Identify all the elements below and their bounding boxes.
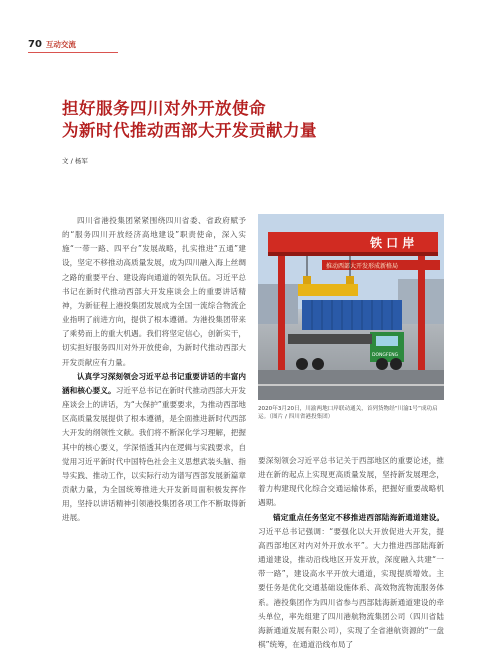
article-title [62, 98, 442, 142]
section-2-paragraph [258, 511, 444, 652]
header-rule [28, 52, 118, 53]
truck-brand-text: DONGFENG [372, 353, 399, 358]
section-1-paragraph [62, 370, 246, 526]
photo-caption: 2020年3月20日，川渝两地口岸联动通关，首列货物经“川渝1号”成功启运。（图片 / 四川省港投集团） [258, 406, 438, 421]
author-byline: 文 / 杨军 [62, 157, 88, 165]
port-crane-photo [258, 214, 444, 400]
section-label: 互动交流 [45, 39, 76, 49]
photo-illustration [258, 214, 444, 400]
intro-paragraph: 四川省港投集团紧紧围绕四川省委、省政府赋予的“服务四川开放经济高地建设”职责使命，深入实施“一带一路、四平台”发展战略，扎实推进“五通”建设，坚定不移推动高质量发展，成为四川融入海上丝绸之路的重要平台、建设海向通道的领先队伍。习近平总书记在新时代推动西部大开发座谈会上的重要讲话精神，为新征程上港投集团发展成为全国一流综合物流企业指明了前进方向，提供了根本遵循。为港投集团带来了乘势而上的重大机遇。我们将坚定信心，创新实干，切实担好服务四川对外开放使命，为新时代推动西部大开发贡献应有力量。 [62, 216, 246, 367]
section-2-body: 习近平总书记强调：“要强化以大开放促进大开发，提高西部地区对内对外开放水平”。大力推进西部陆海新通道建设，推动沿线地区开发开放，深度融入共建“一带一路”，建设高水平开放大通道，实现提质增效。主要任务是优化交通基础设施体系、高效物流物流服务体系。港投集团作为四川省参与西部陆海新通道建设的牵头单位，率先组建了四川港航物流集团公司（四川省陆海新通道发展有限公司），实现了全省港航资源的“一盘棋”统筹，在通道沿线布局了 [258, 526, 444, 650]
left-column [62, 214, 246, 525]
page-number: 70 [28, 38, 42, 50]
crane-slogan-text: 推动西部大开发形成新格局 [326, 263, 399, 270]
continuation-paragraph: 要深刻领会习近平总书记关于西部地区的重要论述，推进在新的起点上实现更高质量发展，坚持新发展理念，着力构建现代化综合交通运输体系，把握好重要战略机遇期。 [258, 456, 444, 508]
right-column [258, 454, 444, 652]
page-header [28, 38, 76, 50]
crane-banner-text: 铁 口 岸 [370, 236, 415, 250]
section-2-heading: 锚定重点任务坚定不移推进西部陆海新通道建设。 [273, 512, 444, 522]
title-line-1: 担好服务四川对外开放使命 [62, 99, 266, 118]
section-1-body: 习近平总书记在新时代推动西部大开发座谈会上的讲话，为“大保护”重要要求，为推动西部地区高质量发展提供了根本遵循，是全面推进新时代西部大开发的纲领性文献。我们将不断深化学习理解，把握其中的核心要义，学深悟透其内在逻辑与实践要求，自觉用习近平新时代中国特色社会主义思想武装头脑、指导实践、推动工作，以实际行动为谱写西部发展新篇章贡献力量，为全国统筹推进大开发新局面积极发挥作用，坚持以讲话精神引领港投集团各项工作不断取得新进展。 [62, 385, 247, 523]
title-line-2: 为新时代推动西部大开发贡献力量 [62, 121, 317, 140]
section-1-heading: 认真学习深刻领会习近平总书记重要讲话的丰富内涵和核心要义。 [62, 371, 246, 395]
